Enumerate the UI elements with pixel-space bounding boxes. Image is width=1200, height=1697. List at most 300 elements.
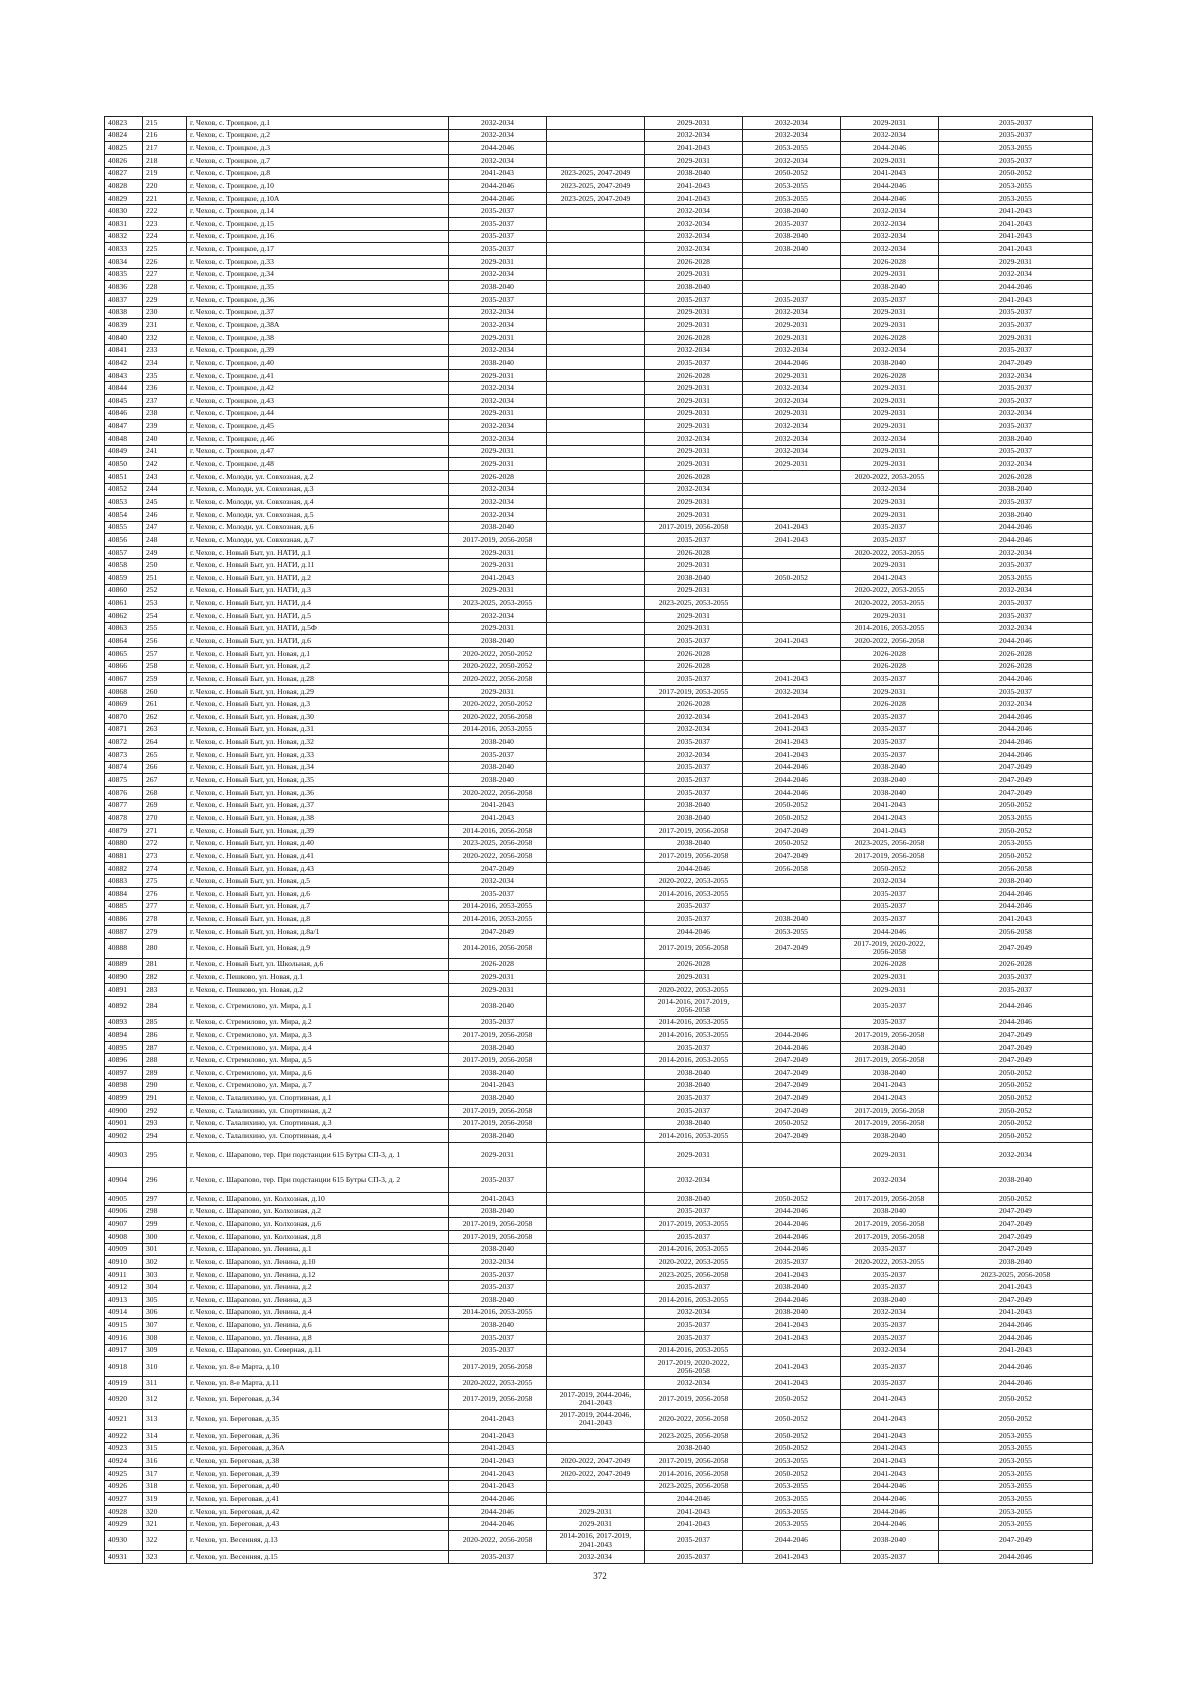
- cell-period-3: 2029-2031: [645, 609, 743, 622]
- cell-period-5: 2035-2037: [841, 1281, 939, 1294]
- cell-period-2: [547, 837, 645, 850]
- cell-period-3: 2035-2037: [645, 1332, 743, 1345]
- cell-row-id: 40896: [105, 1054, 143, 1067]
- table-row: [105, 572, 1093, 585]
- cell-row-number: 246: [143, 508, 187, 521]
- cell-row-id: 40860: [105, 584, 143, 597]
- cell-period-5: 2044-2046: [841, 180, 939, 193]
- cell-period-3: 2029-2031: [645, 154, 743, 167]
- table-row: [105, 192, 1093, 205]
- cell-period-3: 2029-2031: [645, 395, 743, 408]
- cell-period-1: 2044-2046: [449, 1493, 547, 1506]
- table-row: [105, 850, 1093, 863]
- cell-period-5: 2020-2022, 2053-2055: [841, 597, 939, 610]
- cell-address: г. Чехов, с. Новый Быт, ул. Новая, д.40: [187, 837, 449, 850]
- cell-period-1: 2032-2034: [449, 1256, 547, 1269]
- cell-period-4: 2053-2055: [743, 1505, 841, 1518]
- table-row: [105, 180, 1093, 193]
- cell-period-3: 2029-2031: [645, 1142, 743, 1167]
- cell-row-id: 40900: [105, 1105, 143, 1118]
- cell-period-6: 2047-2049: [939, 1041, 1093, 1054]
- cell-period-2: [547, 1092, 645, 1105]
- table-row: [105, 660, 1093, 673]
- cell-period-4: [743, 256, 841, 269]
- cell-period-6: 2044-2046: [939, 1332, 1093, 1345]
- cell-row-number: 297: [143, 1192, 187, 1205]
- cell-period-3: 2044-2046: [645, 1493, 743, 1506]
- cell-address: г. Чехов, с. Троицкое, д.33: [187, 256, 449, 269]
- cell-row-number: 275: [143, 875, 187, 888]
- cell-address: г. Чехов, ул. Береговая, д.36: [187, 1429, 449, 1442]
- cell-row-id: 40838: [105, 306, 143, 319]
- cell-period-3: 2035-2037: [645, 1281, 743, 1294]
- cell-period-6: 2035-2037: [939, 445, 1093, 458]
- cell-period-1: 2023-2025, 2053-2055: [449, 597, 547, 610]
- cell-period-1: 2041-2043: [449, 167, 547, 180]
- cell-period-6: 2026-2028: [939, 660, 1093, 673]
- cell-period-6: 2050-2052: [939, 1092, 1093, 1105]
- cell-address: г. Чехов, с. Новый Быт, ул. НАТИ, д.2: [187, 572, 449, 585]
- table-row: [105, 496, 1093, 509]
- cell-period-4: [743, 622, 841, 635]
- table-row: [105, 117, 1093, 130]
- cell-period-6: 2032-2034: [939, 584, 1093, 597]
- cell-period-3: 2035-2037: [645, 1319, 743, 1332]
- cell-row-number: 322: [143, 1531, 187, 1551]
- cell-period-1: 2035-2037: [449, 230, 547, 243]
- cell-address: г. Чехов, ул. Береговая, д.41: [187, 1493, 449, 1506]
- cell-period-5: 2029-2031: [841, 117, 939, 130]
- cell-period-2: [547, 1067, 645, 1080]
- cell-period-1: 2038-2040: [449, 736, 547, 749]
- cell-row-id: 40828: [105, 180, 143, 193]
- cell-period-5: 2026-2028: [841, 958, 939, 971]
- cell-address: г. Чехов, с. Новый Быт, ул. Новая, д.41: [187, 850, 449, 863]
- cell-row-number: 248: [143, 534, 187, 547]
- cell-period-3: 2035-2037: [645, 1105, 743, 1118]
- cell-period-5: 2017-2019, 2056-2058: [841, 1192, 939, 1205]
- cell-address: г. Чехов, с. Новый Быт, ул. Школьная, д.6: [187, 958, 449, 971]
- cell-period-5: 2035-2037: [841, 293, 939, 306]
- cell-row-number: 236: [143, 382, 187, 395]
- cell-period-3: 2023-2025, 2056-2058: [645, 1268, 743, 1281]
- table-row: [105, 129, 1093, 142]
- cell-period-2: [547, 888, 645, 901]
- cell-period-3: 2035-2037: [645, 1531, 743, 1551]
- cell-period-4: [743, 1167, 841, 1192]
- table-row: [105, 508, 1093, 521]
- cell-address: г. Чехов, с. Новый Быт, ул. Новая, д.8а/1: [187, 926, 449, 939]
- cell-period-2: [547, 1256, 645, 1269]
- cell-row-number: 222: [143, 205, 187, 218]
- cell-row-number: 304: [143, 1281, 187, 1294]
- cell-period-1: 2017-2019, 2056-2058: [449, 534, 547, 547]
- cell-period-2: [547, 996, 645, 1016]
- cell-period-3: 2038-2040: [645, 1067, 743, 1080]
- cell-period-6: 2038-2040: [939, 508, 1093, 521]
- table-row: [105, 268, 1093, 281]
- cell-period-4: 2053-2055: [743, 926, 841, 939]
- cell-period-2: [547, 1429, 645, 1442]
- cell-period-1: 2032-2034: [449, 395, 547, 408]
- cell-row-id: 40872: [105, 736, 143, 749]
- cell-period-5: 2041-2043: [841, 1092, 939, 1105]
- cell-period-1: 2032-2034: [449, 344, 547, 357]
- table-row: [105, 1256, 1093, 1269]
- cell-period-4: 2041-2043: [743, 1268, 841, 1281]
- table-row: [105, 900, 1093, 913]
- cell-row-id: 40856: [105, 534, 143, 547]
- cell-period-4: 2050-2052: [743, 1442, 841, 1455]
- cell-period-1: 2017-2019, 2056-2058: [449, 1117, 547, 1130]
- cell-row-id: 40931: [105, 1551, 143, 1564]
- cell-period-3: 2014-2016, 2053-2055: [645, 1294, 743, 1307]
- cell-address: г. Чехов, с. Новый Быт, ул. Новая, д.3: [187, 698, 449, 711]
- cell-row-id: 40918: [105, 1357, 143, 1377]
- cell-period-6: 2050-2052: [939, 799, 1093, 812]
- cell-period-6: 2041-2043: [939, 205, 1093, 218]
- cell-period-1: 2035-2037: [449, 293, 547, 306]
- cell-period-4: 2038-2040: [743, 1281, 841, 1294]
- table-row: [105, 1518, 1093, 1531]
- cell-row-id: 40929: [105, 1518, 143, 1531]
- cell-row-number: 282: [143, 971, 187, 984]
- cell-period-4: [743, 281, 841, 294]
- table-row: [105, 319, 1093, 332]
- cell-row-id: 40895: [105, 1041, 143, 1054]
- cell-row-id: 40864: [105, 635, 143, 648]
- cell-period-2: [547, 647, 645, 660]
- cell-period-6: 2035-2037: [939, 496, 1093, 509]
- cell-period-3: 2038-2040: [645, 837, 743, 850]
- cell-period-4: 2032-2034: [743, 433, 841, 446]
- cell-period-6: 2050-2052: [939, 850, 1093, 863]
- cell-address: г. Чехов, с. Троицкое, д.45: [187, 420, 449, 433]
- cell-period-2: [547, 1493, 645, 1506]
- cell-period-3: 2032-2034: [645, 1377, 743, 1390]
- cell-period-2: [547, 154, 645, 167]
- cell-period-3: 2023-2025, 2053-2055: [645, 597, 743, 610]
- cell-period-4: [743, 900, 841, 913]
- table-row: [105, 1105, 1093, 1118]
- cell-address: г. Чехов, с. Новый Быт, ул. Новая, д.29: [187, 685, 449, 698]
- table-row: [105, 1092, 1093, 1105]
- cell-period-6: 2044-2046: [939, 521, 1093, 534]
- table-row: [105, 369, 1093, 382]
- cell-row-number: 270: [143, 812, 187, 825]
- cell-period-1: 2029-2031: [449, 971, 547, 984]
- table-row: [105, 635, 1093, 648]
- cell-period-1: 2029-2031: [449, 369, 547, 382]
- cell-period-5: 2017-2019, 2056-2058: [841, 1230, 939, 1243]
- table-row: [105, 1218, 1093, 1231]
- table-row: [105, 749, 1093, 762]
- cell-period-1: 2035-2037: [449, 1268, 547, 1281]
- cell-period-2: 2017-2019, 2044-2046, 2041-2043: [547, 1409, 645, 1429]
- cell-period-3: 2038-2040: [645, 812, 743, 825]
- cell-period-2: [547, 673, 645, 686]
- cell-period-4: 2044-2046: [743, 1531, 841, 1551]
- cell-period-1: 2017-2019, 2056-2058: [449, 1389, 547, 1409]
- cell-period-1: 2041-2043: [449, 1467, 547, 1480]
- cell-period-3: 2035-2037: [645, 913, 743, 926]
- cell-period-5: 2035-2037: [841, 1319, 939, 1332]
- cell-row-id: 40824: [105, 129, 143, 142]
- table-row: [105, 1029, 1093, 1042]
- cell-period-1: 2029-2031: [449, 546, 547, 559]
- cell-address: г. Чехов, с. Новый Быт, ул. Новая, д.28: [187, 673, 449, 686]
- cell-period-3: 2029-2031: [645, 407, 743, 420]
- cell-period-5: 2044-2046: [841, 142, 939, 155]
- cell-address: г. Чехов, с. Троицкое, д.46: [187, 433, 449, 446]
- cell-row-number: 263: [143, 723, 187, 736]
- cell-period-3: 2035-2037: [645, 357, 743, 370]
- cell-row-number: 312: [143, 1389, 187, 1409]
- cell-period-4: 2050-2052: [743, 1192, 841, 1205]
- cell-row-id: 40834: [105, 256, 143, 269]
- cell-period-5: 2026-2028: [841, 660, 939, 673]
- cell-period-2: [547, 1480, 645, 1493]
- cell-address: г. Чехов, ул. 8-е Марта, д.11: [187, 1377, 449, 1390]
- cell-address: г. Чехов, с. Троицкое, д.41: [187, 369, 449, 382]
- cell-period-2: [547, 938, 645, 958]
- cell-period-1: 2020-2022, 2050-2052: [449, 698, 547, 711]
- cell-period-3: 2038-2040: [645, 572, 743, 585]
- cell-address: г. Чехов, с. Стремилово, ул. Мира, д.6: [187, 1067, 449, 1080]
- cell-period-2: [547, 1294, 645, 1307]
- cell-row-id: 40927: [105, 1493, 143, 1506]
- cell-period-2: [547, 774, 645, 787]
- cell-period-6: 2047-2049: [939, 1029, 1093, 1042]
- cell-period-5: 2032-2034: [841, 483, 939, 496]
- cell-period-1: 2029-2031: [449, 458, 547, 471]
- cell-period-1: 2032-2034: [449, 420, 547, 433]
- cell-period-4: 2032-2034: [743, 117, 841, 130]
- table-row: [105, 470, 1093, 483]
- cell-period-5: 2041-2043: [841, 799, 939, 812]
- cell-period-2: [547, 1218, 645, 1231]
- cell-row-number: 300: [143, 1230, 187, 1243]
- cell-period-4: [743, 268, 841, 281]
- table-row: [105, 597, 1093, 610]
- cell-period-2: [547, 521, 645, 534]
- cell-row-number: 264: [143, 736, 187, 749]
- cell-period-2: [547, 129, 645, 142]
- cell-period-6: 2050-2052: [939, 1409, 1093, 1429]
- cell-period-4: 2050-2052: [743, 572, 841, 585]
- table-row: [105, 1332, 1093, 1345]
- cell-period-1: 2035-2037: [449, 1281, 547, 1294]
- cell-period-6: 2041-2043: [939, 913, 1093, 926]
- cell-period-6: 2035-2037: [939, 685, 1093, 698]
- cell-period-5: 2044-2046: [841, 1505, 939, 1518]
- cell-period-2: [547, 698, 645, 711]
- cell-row-id: 40850: [105, 458, 143, 471]
- cell-row-number: 310: [143, 1357, 187, 1377]
- cell-period-3: 2023-2025, 2056-2058: [645, 1480, 743, 1493]
- cell-period-4: 2029-2031: [743, 369, 841, 382]
- cell-period-4: 2029-2031: [743, 319, 841, 332]
- cell-row-number: 235: [143, 369, 187, 382]
- cell-period-2: [547, 584, 645, 597]
- cell-row-id: 40855: [105, 521, 143, 534]
- cell-period-5: 2035-2037: [841, 521, 939, 534]
- table-row: [105, 584, 1093, 597]
- cell-period-4: 2044-2046: [743, 1205, 841, 1218]
- cell-row-number: 265: [143, 749, 187, 762]
- cell-row-number: 289: [143, 1067, 187, 1080]
- cell-period-6: 2044-2046: [939, 635, 1093, 648]
- cell-period-6: 2056-2058: [939, 862, 1093, 875]
- table-row: [105, 761, 1093, 774]
- cell-period-4: [743, 983, 841, 996]
- cell-row-id: 40889: [105, 958, 143, 971]
- cell-period-4: 2053-2055: [743, 1518, 841, 1531]
- cell-period-5: 2044-2046: [841, 1480, 939, 1493]
- cell-period-3: 2029-2031: [645, 971, 743, 984]
- cell-address: г. Чехов, с. Троицкое, д.38А: [187, 319, 449, 332]
- table-row: [105, 1455, 1093, 1468]
- cell-row-id: 40848: [105, 433, 143, 446]
- cell-period-4: 2041-2043: [743, 1319, 841, 1332]
- cell-period-6: 2047-2049: [939, 761, 1093, 774]
- cell-period-6: 2035-2037: [939, 306, 1093, 319]
- cell-period-2: [547, 1344, 645, 1357]
- cell-row-number: 274: [143, 862, 187, 875]
- cell-period-6: 2056-2058: [939, 926, 1093, 939]
- cell-period-4: 2050-2052: [743, 799, 841, 812]
- cell-row-id: 40877: [105, 799, 143, 812]
- cell-period-2: [547, 445, 645, 458]
- cell-row-id: 40845: [105, 395, 143, 408]
- cell-address: г. Чехов, с. Новый Быт, ул. НАТИ, д.3: [187, 584, 449, 597]
- cell-row-id: 40825: [105, 142, 143, 155]
- cell-row-id: 40923: [105, 1442, 143, 1455]
- cell-address: г. Чехов, с. Троицкое, д.10: [187, 180, 449, 193]
- cell-period-6: 2044-2046: [939, 749, 1093, 762]
- cell-period-5: 2029-2031: [841, 306, 939, 319]
- cell-period-2: [547, 243, 645, 256]
- cell-address: г. Чехов, ул. Береговая, д.38: [187, 1455, 449, 1468]
- cell-period-2: 2029-2031: [547, 1505, 645, 1518]
- cell-period-6: 2041-2043: [939, 293, 1093, 306]
- cell-period-3: 2026-2028: [645, 698, 743, 711]
- cell-row-number: 251: [143, 572, 187, 585]
- table-row: [105, 774, 1093, 787]
- cell-period-3: 2029-2031: [645, 268, 743, 281]
- cell-period-1: 2026-2028: [449, 470, 547, 483]
- cell-period-1: 2041-2043: [449, 1079, 547, 1092]
- cell-period-5: 2029-2031: [841, 971, 939, 984]
- cell-period-4: [743, 546, 841, 559]
- cell-period-6: 2053-2055: [939, 1493, 1093, 1506]
- cell-row-id: 40922: [105, 1429, 143, 1442]
- cell-period-4: 2041-2043: [743, 723, 841, 736]
- cell-period-1: 2017-2019, 2056-2058: [449, 1105, 547, 1118]
- cell-row-number: 260: [143, 685, 187, 698]
- cell-period-3: 2017-2019, 2053-2055: [645, 685, 743, 698]
- cell-period-5: 2017-2019, 2056-2058: [841, 1218, 939, 1231]
- cell-period-2: [547, 1142, 645, 1167]
- table-row: [105, 382, 1093, 395]
- table-row: [105, 243, 1093, 256]
- cell-period-1: 2029-2031: [449, 622, 547, 635]
- cell-period-4: 2053-2055: [743, 180, 841, 193]
- cell-period-6: 2035-2037: [939, 420, 1093, 433]
- cell-period-6: 2050-2052: [939, 1192, 1093, 1205]
- cell-period-4: 2053-2055: [743, 1493, 841, 1506]
- cell-address: г. Чехов, с. Стремилово, ул. Мира, д.1: [187, 996, 449, 1016]
- cell-row-number: 316: [143, 1455, 187, 1468]
- cell-period-3: 2044-2046: [645, 926, 743, 939]
- cell-period-5: 2044-2046: [841, 926, 939, 939]
- cell-period-4: 2032-2034: [743, 129, 841, 142]
- cell-row-id: 40909: [105, 1243, 143, 1256]
- cell-period-3: 2014-2016, 2053-2055: [645, 1054, 743, 1067]
- cell-period-1: 2029-2031: [449, 445, 547, 458]
- cell-row-number: 224: [143, 230, 187, 243]
- cell-address: г. Чехов, с. Троицкое, д.16: [187, 230, 449, 243]
- cell-period-6: 2047-2049: [939, 357, 1093, 370]
- cell-period-2: [547, 711, 645, 724]
- cell-period-3: 2038-2040: [645, 799, 743, 812]
- cell-period-3: 2035-2037: [645, 673, 743, 686]
- cell-period-1: 2035-2037: [449, 1551, 547, 1564]
- table-row: [105, 862, 1093, 875]
- table-row: [105, 1167, 1093, 1192]
- cell-period-1: 2020-2022, 2056-2058: [449, 1531, 547, 1551]
- cell-address: г. Чехов, с. Талалихино, ул. Спортивная, д.1: [187, 1092, 449, 1105]
- cell-period-5: 2038-2040: [841, 761, 939, 774]
- cell-address: г. Чехов, ул. Весенняя, д.15: [187, 1551, 449, 1564]
- cell-period-6: 2038-2040: [939, 433, 1093, 446]
- cell-period-1: 2020-2022, 2056-2058: [449, 673, 547, 686]
- cell-period-6: 2044-2046: [939, 534, 1093, 547]
- cell-period-5: 2017-2019, 2056-2058: [841, 1054, 939, 1067]
- table-row: [105, 875, 1093, 888]
- cell-address: г. Чехов, с. Шарапово, ул. Колхозная, д.10: [187, 1192, 449, 1205]
- table-row: [105, 395, 1093, 408]
- cell-period-6: 2035-2037: [939, 129, 1093, 142]
- cell-address: г. Чехов, ул. Береговая, д.36А: [187, 1442, 449, 1455]
- cell-period-5: 2038-2040: [841, 357, 939, 370]
- cell-row-id: 40920: [105, 1389, 143, 1409]
- table-row: [105, 483, 1093, 496]
- cell-period-2: [547, 597, 645, 610]
- cell-period-6: 2053-2055: [939, 1455, 1093, 1468]
- cell-period-5: 2035-2037: [841, 996, 939, 1016]
- cell-period-1: 2029-2031: [449, 331, 547, 344]
- cell-period-6: 2032-2034: [939, 1142, 1093, 1167]
- cell-address: г. Чехов, с. Троицкое, д.17: [187, 243, 449, 256]
- cell-period-6: 2047-2049: [939, 1531, 1093, 1551]
- cell-period-3: 2020-2022, 2056-2058: [645, 1409, 743, 1429]
- cell-row-id: 40846: [105, 407, 143, 420]
- cell-address: г. Чехов, с. Молоди, ул. Совхозная, д.6: [187, 521, 449, 534]
- cell-address: г. Чехов, с. Новый Быт, ул. НАТИ, д.4: [187, 597, 449, 610]
- cell-row-number: 305: [143, 1294, 187, 1307]
- cell-period-4: [743, 996, 841, 1016]
- table-row: [105, 938, 1093, 958]
- cell-period-6: 2041-2043: [939, 1281, 1093, 1294]
- cell-period-2: [547, 483, 645, 496]
- cell-period-1: 2041-2043: [449, 1480, 547, 1493]
- cell-period-1: 2041-2043: [449, 799, 547, 812]
- cell-period-3: 2029-2031: [645, 559, 743, 572]
- cell-period-3: 2029-2031: [645, 382, 743, 395]
- cell-period-3: 2032-2034: [645, 230, 743, 243]
- cell-period-6: 2044-2046: [939, 1551, 1093, 1564]
